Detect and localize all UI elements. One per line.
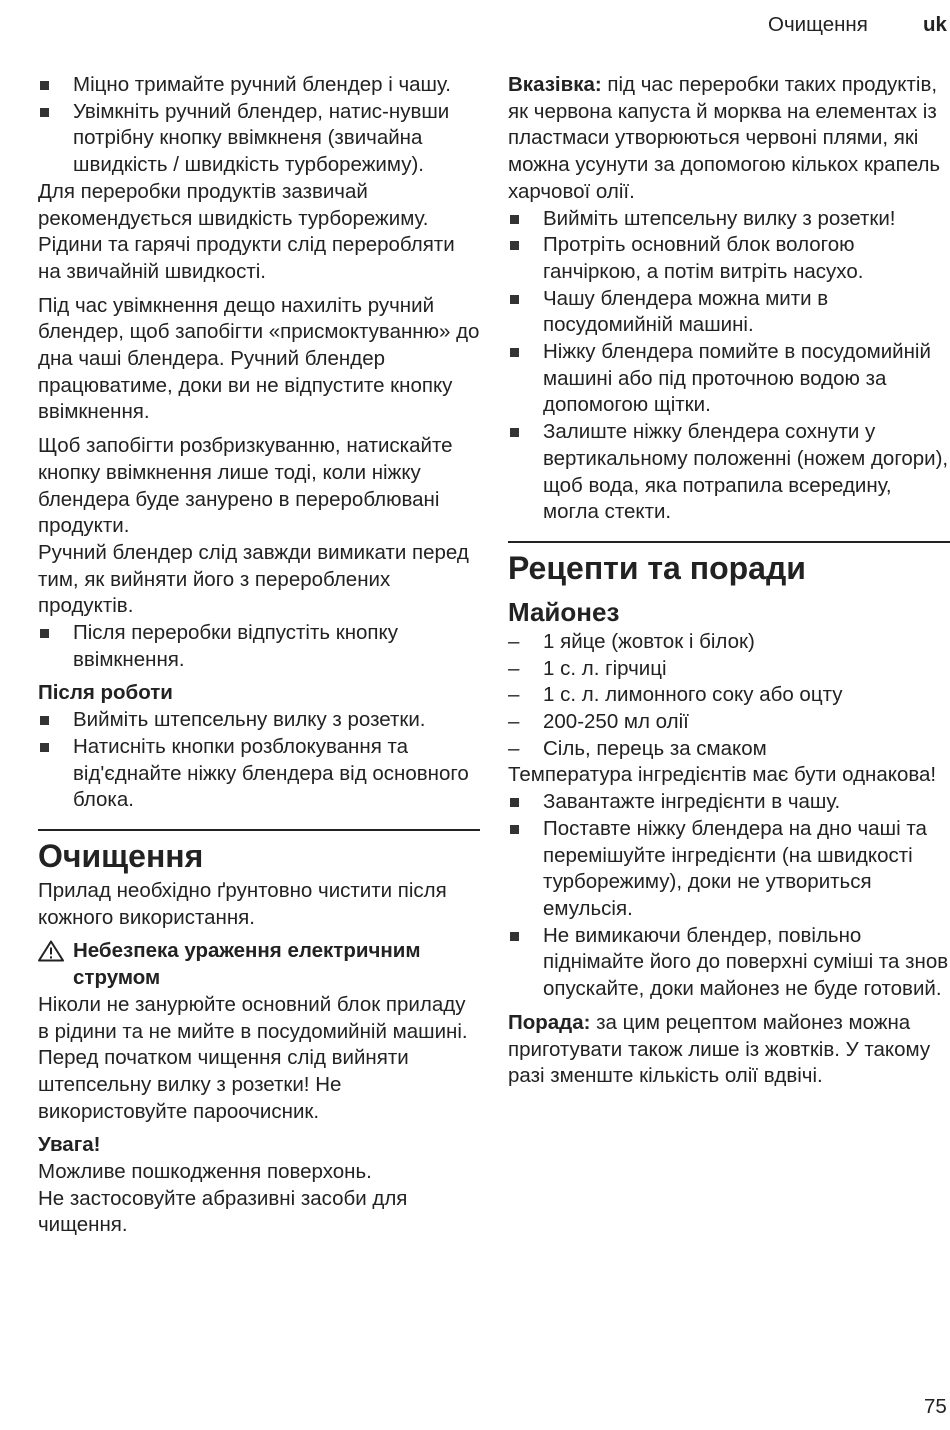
cleaning-heading: Очищення xyxy=(38,837,204,874)
page-number: 75 xyxy=(924,1395,947,1418)
ingredient-item: – 1 с. л. лимонного соку або оцту xyxy=(508,682,950,709)
paragraph: Прилад необхідно ґрунтовно чистити після кожного використання. xyxy=(38,878,447,929)
paragraph: Не застосовуйте абразивні засоби для чищення. xyxy=(38,1186,408,1237)
bullet-item: Чашу блендера можна мити в посудомийній машині. xyxy=(508,286,950,339)
header-language-code: uk xyxy=(923,13,947,36)
paragraph: Щоб запобігти розбризкуванню, натискайте кнопку ввімкнення лише тоді, коли ніжку блендера буде занурено в перероблювані продукти. xyxy=(38,434,453,538)
paragraph: Ручний блендер слід завжди вимикати перед тим, як вийняти його з перероблених продуктів. xyxy=(38,540,469,618)
ingredient-item: – 200-250 мл олії xyxy=(508,709,950,736)
note-text: під час переробки таких продуктів, як червона капуста й морква на елементах із пластмаси утворюються червоні плями, які можна усунути за допомогою кількох крапель харчової олії. xyxy=(508,73,941,203)
step-item: Не вимикаючи блендер, повільно піднімайте його до поверхні суміші та знов опускайте, доки майонез не буде готовий. xyxy=(508,923,950,1003)
paragraph: Ніколи не занурюйте основний блок приладу в рідини та не мийте в посудомийній машині. Перед початком чищення слід вийняти штепсельну вилку з розетки! Не використовуйте пароочисник. xyxy=(38,992,468,1123)
bullet-item: Увімкніть ручний блендер, натис-нувши потрібну кнопку ввімкненя (звичайна швидкість / швидкість турборежиму). xyxy=(38,99,480,179)
ingredient-item: – 1 с. л. гірчиці xyxy=(508,656,950,683)
attention-heading: Увага! xyxy=(38,1133,101,1157)
tip-paragraph xyxy=(508,1010,950,1090)
tip-label: Порада: xyxy=(508,1010,591,1034)
warning-heading xyxy=(38,938,480,991)
bullet-item: Ніжку блендера помийте в посудомийній машині або під проточною водою за допомогою щітки. xyxy=(508,339,950,419)
step-item: Поставте ніжку блендера на дно чаші та перемішуйте інгредієнти (на швидкості турборежиму), доки не утвориться емульсія. xyxy=(508,816,950,923)
paragraph: Температура інгредієнтів має бути однакова! xyxy=(508,763,937,787)
bullet-item: Вийміть штепсельну вилку з розетки! xyxy=(508,206,950,233)
left-column xyxy=(38,72,480,1239)
bullet-item: Натисніть кнопки розблокування та від'єднайте ніжку блендера від основного блока. xyxy=(38,734,480,814)
right-column xyxy=(508,72,950,1090)
note-label: Вказівка: xyxy=(508,73,602,96)
recipes-heading: Рецепти та поради xyxy=(508,549,806,586)
bullet-item: Протріть основний блок вологою ганчіркою, а потім витріть насухо. xyxy=(508,232,950,285)
paragraph: Під час увімкнення дещо нахиліть ручний блендер, щоб запобігти «присмоктуванню» до дна чаші блендера. Ручний блендер працюватиме, доки ви не відпустите кнопку ввімкнення. xyxy=(38,293,480,424)
bullet-item: Вийміть штепсельну вилку з розетки. xyxy=(38,707,480,734)
warning-triangle-icon xyxy=(38,940,64,962)
step-item: Завантажте інгредієнти в чашу. xyxy=(508,789,950,816)
paragraph: Можливе пошкодження поверхонь. xyxy=(38,1160,372,1184)
section-divider xyxy=(508,541,950,543)
bullet-item: Залиште ніжку блендера сохнути у вертикальному положенні (ножем догори), щоб вода, яка потрапила всередину, могла стекти. xyxy=(508,419,950,526)
warning-heading-text: Небезпека ураження електричним струмом xyxy=(73,939,421,990)
ingredient-item: – Сіль, перець за смаком xyxy=(508,736,950,763)
bullet-item: Міцно тримайте ручний блендер і чашу. xyxy=(38,72,480,99)
header-section-title: Очищення xyxy=(768,13,868,36)
ingredient-item: – 1 яйце (жовток і білок) xyxy=(508,629,950,656)
bullet-item: Після переробки відпустіть кнопку ввімкнення. xyxy=(38,620,480,673)
tip-text: за цим рецептом майонез можна приготувати також лише із жовтків. У такому разі зменште кількість олії вдвічі. xyxy=(508,1010,931,1088)
paragraph: Для переробки продуктів зазвичай рекомендується швидкість турборежиму. Рідини та гарячі продукти слід переробляти на звичайній швидкості. xyxy=(38,179,455,283)
section-divider xyxy=(38,829,480,831)
mayonnaise-heading: Майонез xyxy=(508,596,620,627)
after-work-heading: Після роботи xyxy=(38,681,173,705)
note-paragraph xyxy=(508,72,950,206)
